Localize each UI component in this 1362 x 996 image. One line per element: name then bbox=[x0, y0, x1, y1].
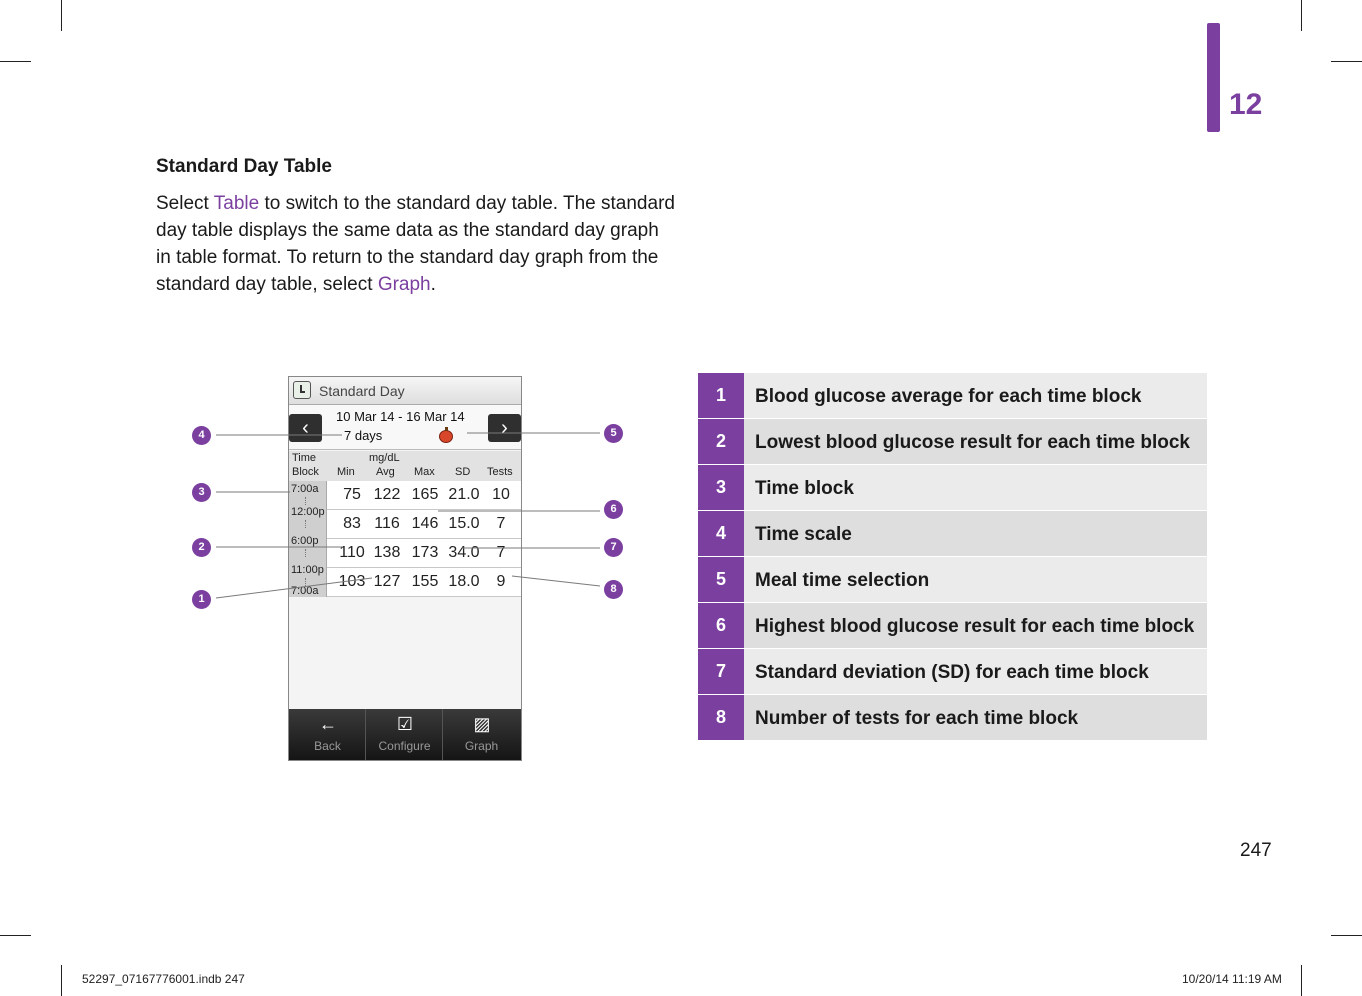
checkbox-icon: ☑ bbox=[396, 714, 414, 734]
cell-min: 75 bbox=[343, 486, 361, 503]
cell-min: 110 bbox=[339, 544, 365, 561]
header-sd: SD bbox=[455, 466, 471, 478]
time-divider bbox=[305, 549, 309, 557]
date-navigation bbox=[289, 405, 521, 450]
callout-7: 7 bbox=[604, 538, 623, 557]
crop-mark bbox=[1301, 0, 1302, 31]
legend-number: 4 bbox=[698, 511, 744, 556]
body-text-part: . bbox=[430, 274, 436, 295]
legend-number: 1 bbox=[698, 373, 744, 418]
time-scale-column bbox=[289, 481, 327, 597]
legend-row bbox=[698, 465, 1207, 511]
graph-button[interactable] bbox=[443, 709, 520, 761]
page-number: 247 bbox=[1240, 840, 1272, 861]
legend-number: 7 bbox=[698, 649, 744, 694]
legend-text: Time block bbox=[755, 478, 854, 499]
legend-text: Highest blood glucose result for each time block bbox=[755, 616, 1195, 637]
legend-text: Blood glucose average for each time block bbox=[755, 386, 1142, 407]
crop-mark bbox=[61, 965, 62, 996]
crop-mark bbox=[61, 0, 62, 31]
callout-1: 1 bbox=[192, 590, 211, 609]
back-label: Back bbox=[314, 739, 341, 753]
crop-mark bbox=[1331, 935, 1362, 936]
device-header bbox=[289, 377, 521, 405]
cell-max: 155 bbox=[411, 573, 439, 590]
crop-mark bbox=[0, 935, 31, 936]
callout-3: 3 bbox=[192, 483, 211, 502]
legend-row bbox=[698, 603, 1207, 649]
body-paragraph bbox=[156, 190, 676, 298]
cell-tests: 7 bbox=[496, 515, 506, 532]
header-avg: Avg bbox=[376, 466, 395, 478]
cell-max: 165 bbox=[411, 486, 439, 503]
cell-avg: 138 bbox=[373, 544, 401, 561]
time-divider bbox=[305, 497, 309, 505]
meal-apple-icon[interactable] bbox=[439, 430, 453, 443]
callout-2: 2 bbox=[192, 538, 211, 557]
cell-sd: 34.0 bbox=[448, 544, 480, 561]
next-arrow-button[interactable]: › bbox=[488, 414, 521, 442]
legend-number: 5 bbox=[698, 557, 744, 602]
legend-row bbox=[698, 557, 1207, 603]
configure-label: Configure bbox=[378, 739, 431, 753]
crop-mark bbox=[1331, 61, 1362, 62]
header-min: Min bbox=[337, 466, 355, 478]
legend-row bbox=[698, 695, 1207, 741]
table-row bbox=[327, 568, 521, 597]
header-tests: Tests bbox=[487, 466, 513, 478]
header-unit: mg/dL bbox=[369, 452, 400, 464]
table-header bbox=[289, 451, 521, 482]
leader-line-8 bbox=[512, 576, 600, 586]
time-label: 11:00p bbox=[291, 564, 324, 576]
legend-table bbox=[698, 373, 1207, 741]
cell-tests: 9 bbox=[496, 573, 506, 590]
legend-row bbox=[698, 419, 1207, 465]
time-label: 7:00a bbox=[291, 585, 319, 597]
chapter-bar bbox=[1207, 23, 1220, 132]
body-text-part: Select bbox=[156, 193, 214, 214]
callout-4: 4 bbox=[192, 426, 211, 445]
graph-label: Graph bbox=[464, 739, 499, 753]
cell-min: 83 bbox=[343, 515, 361, 532]
cell-sd: 21.0 bbox=[448, 486, 480, 503]
legend-text: Number of tests for each time block bbox=[755, 708, 1079, 729]
header-block: Block bbox=[292, 466, 319, 478]
device-screen bbox=[288, 376, 522, 761]
table-row bbox=[327, 539, 521, 568]
cell-avg: 127 bbox=[373, 573, 401, 590]
cell-min: 103 bbox=[338, 573, 366, 590]
callout-8: 8 bbox=[604, 580, 623, 599]
legend-row bbox=[698, 649, 1207, 695]
time-label: 12:00p bbox=[291, 506, 325, 518]
body-text-part: to switch to the standard day table. The standard day table displays the same data as the standard day graph in table format. To return to the standard day graph from the standard day table, select bbox=[156, 193, 675, 295]
print-slug-date: 10/20/14 11:19 AM bbox=[1182, 972, 1282, 986]
graph-link[interactable]: Graph bbox=[377, 274, 431, 295]
cell-avg: 122 bbox=[373, 486, 401, 503]
date-range: 10 Mar 14 - 16 Mar 14 bbox=[336, 409, 465, 424]
chapter-number: 12 bbox=[1229, 88, 1263, 121]
legend-text: Lowest blood glucose result for each time block bbox=[755, 432, 1190, 453]
crop-mark bbox=[0, 61, 31, 62]
device-footer bbox=[289, 709, 521, 761]
legend-row bbox=[698, 373, 1207, 419]
cell-max: 146 bbox=[411, 515, 439, 532]
table-row bbox=[327, 481, 521, 510]
back-arrow-icon: ← bbox=[319, 714, 337, 734]
legend-number: 2 bbox=[698, 419, 744, 464]
print-slug-file: 52297_07167776001.indb 247 bbox=[82, 972, 245, 986]
time-label: 7:00a bbox=[291, 483, 319, 495]
header-max: Max bbox=[414, 466, 435, 478]
time-divider bbox=[305, 520, 309, 528]
time-scale: 7 days bbox=[344, 428, 383, 443]
legend-row bbox=[698, 511, 1207, 557]
cell-sd: 15.0 bbox=[448, 515, 480, 532]
graph-icon: ▨ bbox=[473, 714, 491, 734]
legend-number: 8 bbox=[698, 695, 744, 740]
device-empty-area bbox=[289, 597, 521, 709]
legend-number: 3 bbox=[698, 465, 744, 510]
back-button[interactable] bbox=[289, 709, 366, 761]
table-row bbox=[327, 510, 521, 539]
callout-6: 6 bbox=[604, 500, 623, 519]
legend-number: 6 bbox=[698, 603, 744, 648]
cell-tests: 7 bbox=[496, 544, 506, 561]
crop-mark bbox=[1301, 965, 1302, 996]
cell-avg: 116 bbox=[374, 515, 400, 532]
legend-text: Time scale bbox=[755, 524, 852, 545]
callout-5: 5 bbox=[604, 424, 623, 443]
standard-day-icon bbox=[293, 381, 311, 399]
cell-tests: 10 bbox=[492, 486, 510, 503]
device-title: Standard Day bbox=[319, 383, 405, 399]
header-time: Time bbox=[292, 452, 317, 464]
previous-arrow-button[interactable]: ‹ bbox=[289, 414, 322, 442]
legend-text: Standard deviation (SD) for each time block bbox=[755, 662, 1149, 683]
cell-max: 173 bbox=[411, 544, 439, 561]
section-title: Standard Day Table bbox=[156, 156, 332, 177]
legend-text: Meal time selection bbox=[755, 570, 930, 591]
time-label: 6:00p bbox=[291, 535, 319, 547]
table-link[interactable]: Table bbox=[213, 193, 260, 214]
cell-sd: 18.0 bbox=[448, 573, 480, 590]
configure-button[interactable] bbox=[366, 709, 443, 761]
